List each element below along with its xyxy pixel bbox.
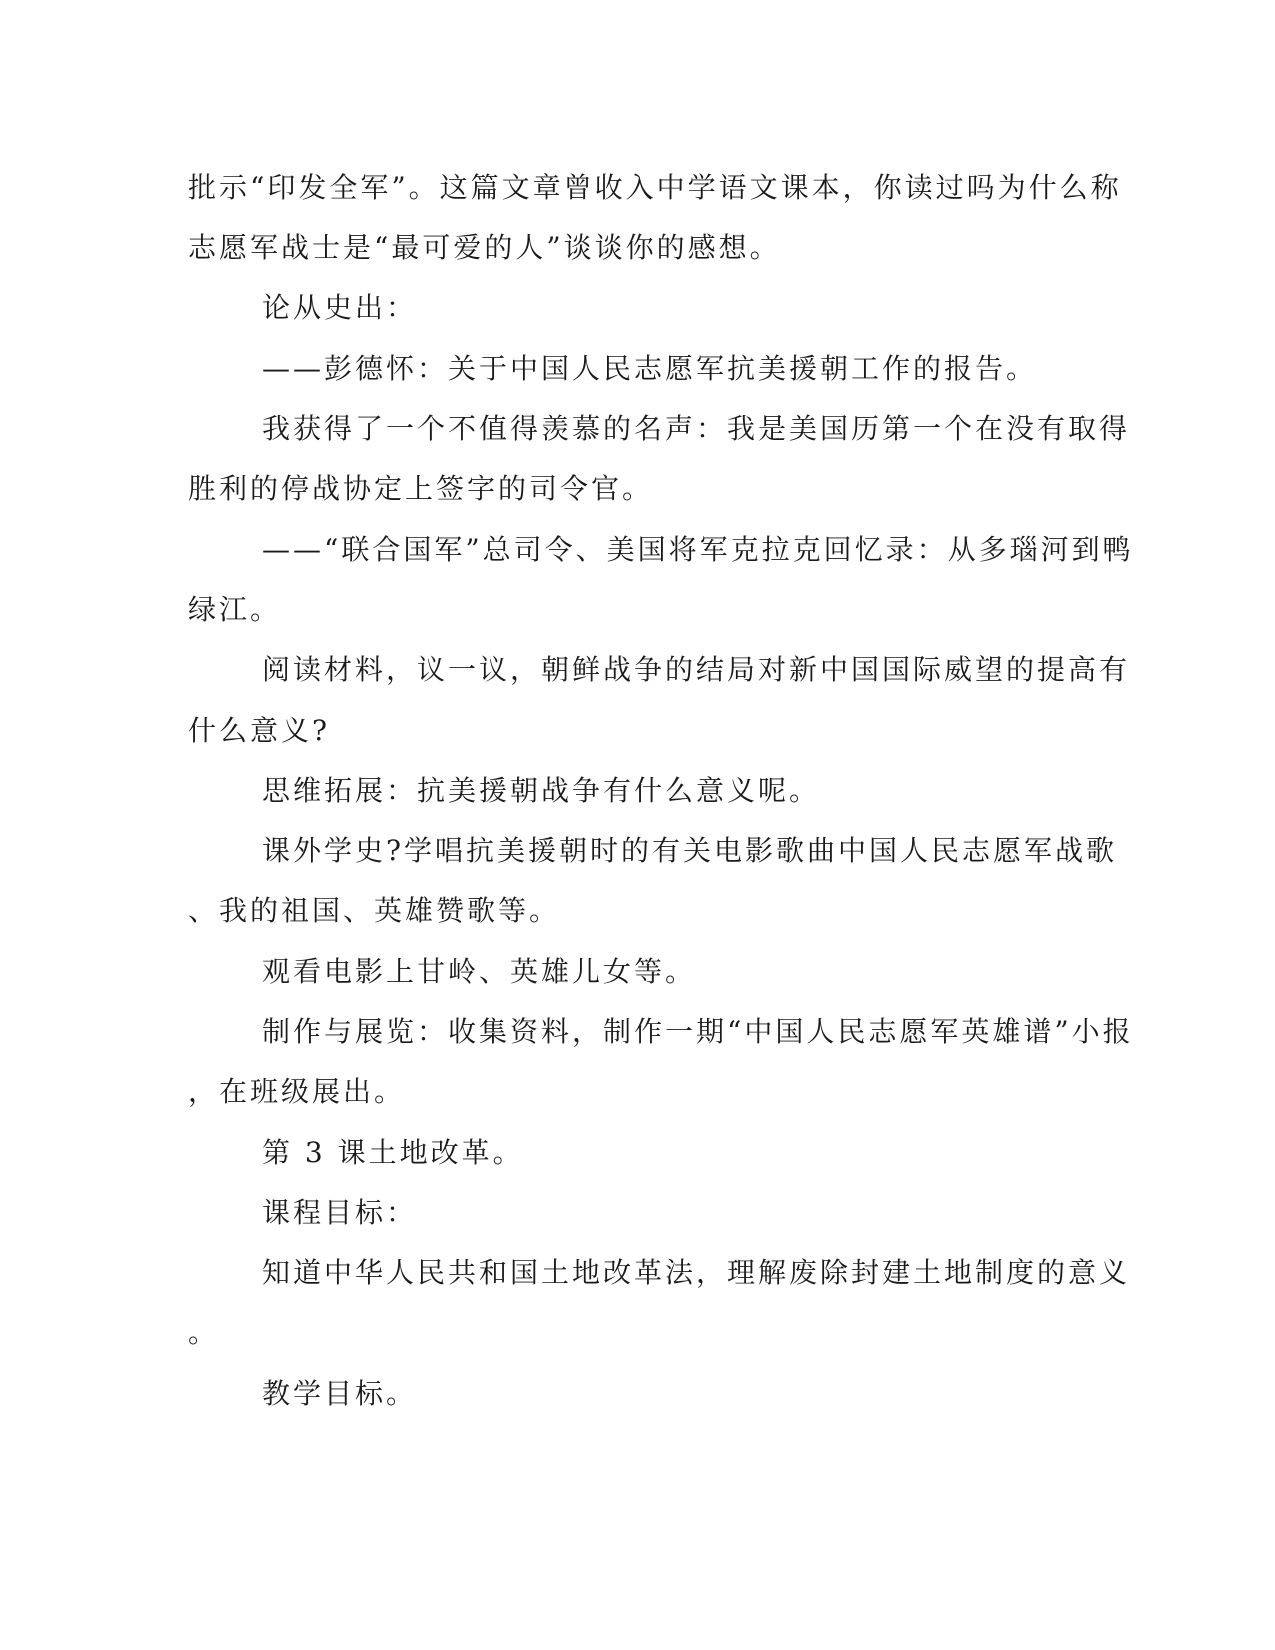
- text-line: 课外学史?学唱抗美援朝时的有关电影歌曲中国人民志愿军战歌: [262, 834, 1118, 867]
- section-heading: 论从史出：: [262, 291, 418, 324]
- text-line: 什么意义?: [188, 714, 331, 747]
- text-line: 。: [188, 1316, 220, 1349]
- text-line: 阅读材料，议一议，朝鲜战争的结局对新中国国际威望的提高有: [262, 653, 1131, 686]
- text-line: 制作与展览：收集资料，制作一期“中国人民志愿军英雄谱”小报: [262, 1015, 1134, 1048]
- quote-citation: ——“联合国军”总司令、美国将军克拉克回忆录：从多瑙河到鸭: [262, 533, 1134, 566]
- section-heading: 教学目标。: [262, 1377, 418, 1410]
- text-line: 知道中华人民共和国土地改革法，理解废除封建土地制度的意义: [262, 1256, 1131, 1289]
- text-line: 我获得了一个不值得羡慕的名声：我是美国历第一个在没有取得: [262, 412, 1131, 445]
- text-line: 观看电影上甘岭、英雄儿女等。: [262, 955, 697, 988]
- text-line: 绿江。: [188, 593, 282, 626]
- lesson-title: 第 3 课土地改革。: [262, 1136, 524, 1169]
- text-line: 思维拓展：抗美援朝战争有什么意义呢。: [262, 774, 821, 807]
- text-line: 志愿军战士是“最可爱的人”谈谈你的感想。: [188, 231, 781, 264]
- quote-citation: ——彭德怀：关于中国人民志愿军抗美援朝工作的报告。: [262, 352, 1038, 385]
- text-line: 批示“印发全军”。这篇文章曾收入中学语文课本，你读过吗为什么称: [188, 171, 1122, 204]
- text-line: ，在班级展出。: [188, 1075, 406, 1108]
- text-line: 胜利的停战协定上签字的司令官。: [188, 472, 654, 505]
- section-heading: 课程目标：: [262, 1196, 418, 1229]
- text-line: 、我的祖国、英雄赞歌等。: [188, 894, 561, 927]
